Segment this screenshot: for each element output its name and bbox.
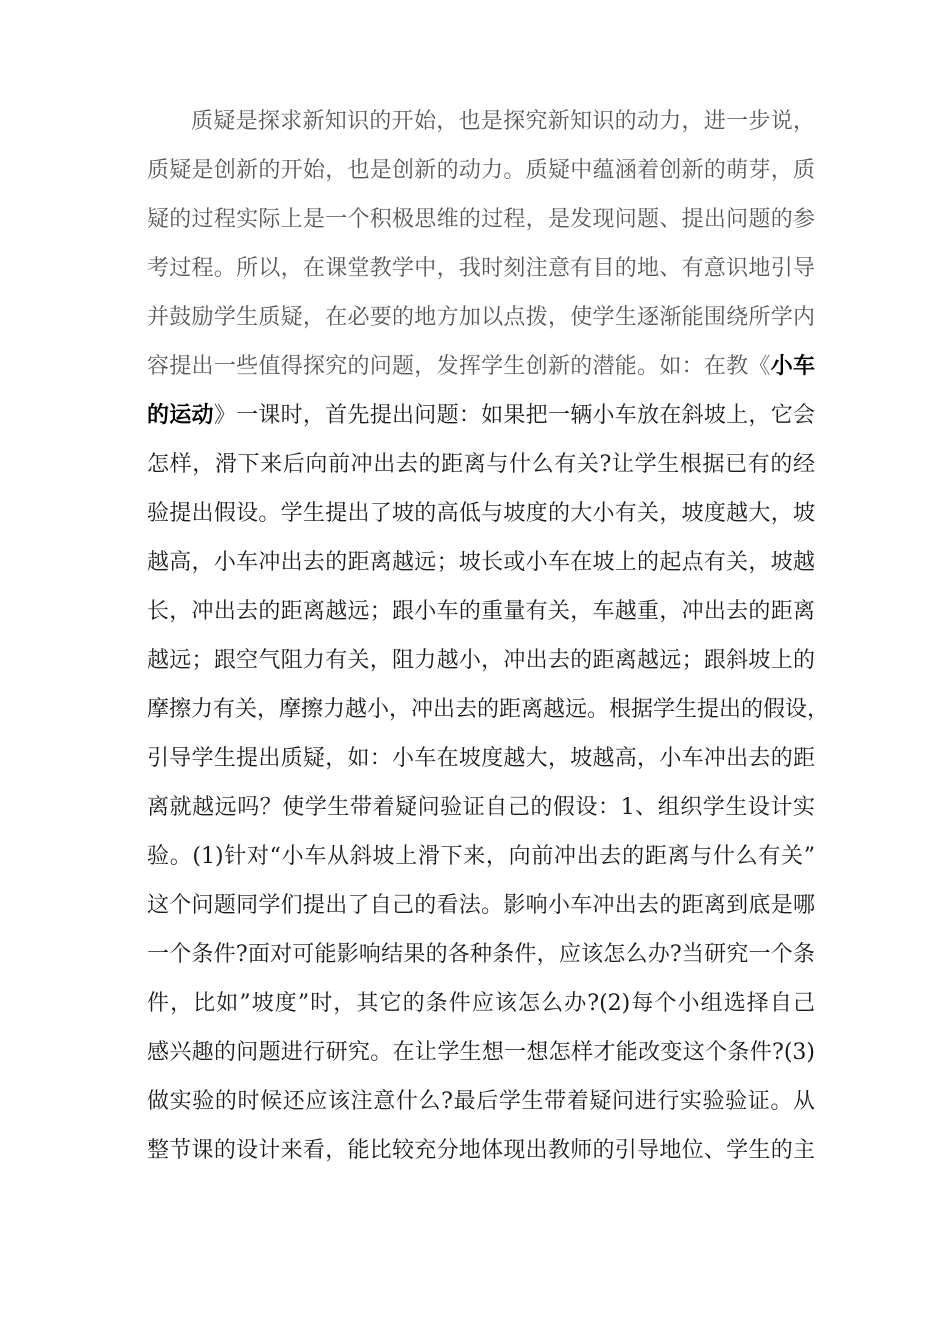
paragraph-line-21: 做实验的时候还应该注意什么?最后学生带着疑问进行实验验证。从: [147, 1089, 815, 1114]
lesson-title-part-2: 的运动: [147, 403, 214, 428]
paragraph-line-16: 验。(1)针对“小车从斜坡上滑下来，向前冲出去的距离与什么有关”: [147, 844, 815, 869]
paragraph-line-7: [147, 391, 815, 441]
paragraph-line-15: 离就越远吗？使学生带着疑问验证自己的假设：1、组织学生设计实: [147, 795, 815, 820]
paragraph-line-1: 质疑是探求新知识的开始，也是探究新知识的动力，进一步说，: [191, 109, 815, 134]
paragraph-line-20: 感兴趣的问题进行研究。在让学生想一想怎样才能改变这个条件?(3): [147, 1040, 815, 1065]
paragraph-line-13: 摩擦力有关，摩擦力越小，冲出去的距离越远。根据学生提出的假设，: [147, 697, 830, 722]
lesson-title-part-1: 小车: [770, 354, 815, 379]
line-7-text: 》一课时，首先提出问题：如果把一辆小车放在斜坡上，它会: [213, 403, 815, 428]
paragraph-line-6: [147, 342, 815, 392]
paragraph-line-11: 长，冲出去的距离越远；跟小车的重量有关，车越重，冲出去的距离: [147, 599, 815, 624]
paragraph-line-14: 引导学生提出质疑，如：小车在坡度越大，坡越高，小车冲出去的距: [147, 746, 815, 771]
paragraph-line-2: 质疑是创新的开始，也是创新的动力。质疑中蕴涵着创新的萌芽，质: [147, 158, 815, 183]
paragraph-line-17: 这个问题同学们提出了自己的看法。影响小车冲出去的距离到底是哪: [147, 893, 815, 918]
line-6-text: 容提出一些值得探究的问题，发挥学生创新的潜能。如：在教《: [147, 354, 771, 379]
paragraph-line-12: 越远；跟空气阻力有关，阻力越小，冲出去的距离越远；跟斜坡上的: [147, 648, 815, 673]
paragraph-line-5: 并鼓励学生质疑，在必要的地方加以点拨，使学生逐渐能围绕所学内: [147, 305, 815, 330]
paragraph-line-4: 考过程。所以，在课堂教学中，我时刻注意有目的地、有意识地引导: [147, 256, 815, 281]
paragraph-line-3: 疑的过程实际上是一个积极思维的过程，是发现问题、提出问题的参: [147, 207, 815, 232]
paragraph-line-10: 越高，小车冲出去的距离越远；坡长或小车在坡上的起点有关，坡越: [147, 550, 815, 575]
paragraph-line-19: 件，比如”坡度”时，其它的条件应该怎么办?(2)每个小组选择自己: [147, 991, 815, 1016]
paragraph-line-8: 怎样，滑下来后向前冲出去的距离与什么有关?让学生根据已有的经: [147, 452, 815, 477]
paragraph-line-18: 一个条件?面对可能影响结果的各种条件，应该怎么办?当研究一个条: [147, 942, 815, 967]
paragraph-line-9: 验提出假设。学生提出了坡的高低与坡度的大小有关，坡度越大，坡: [147, 501, 815, 526]
paragraph-line-22: 整节课的设计来看，能比较充分地体现出教师的引导地位、学生的主: [147, 1138, 815, 1163]
